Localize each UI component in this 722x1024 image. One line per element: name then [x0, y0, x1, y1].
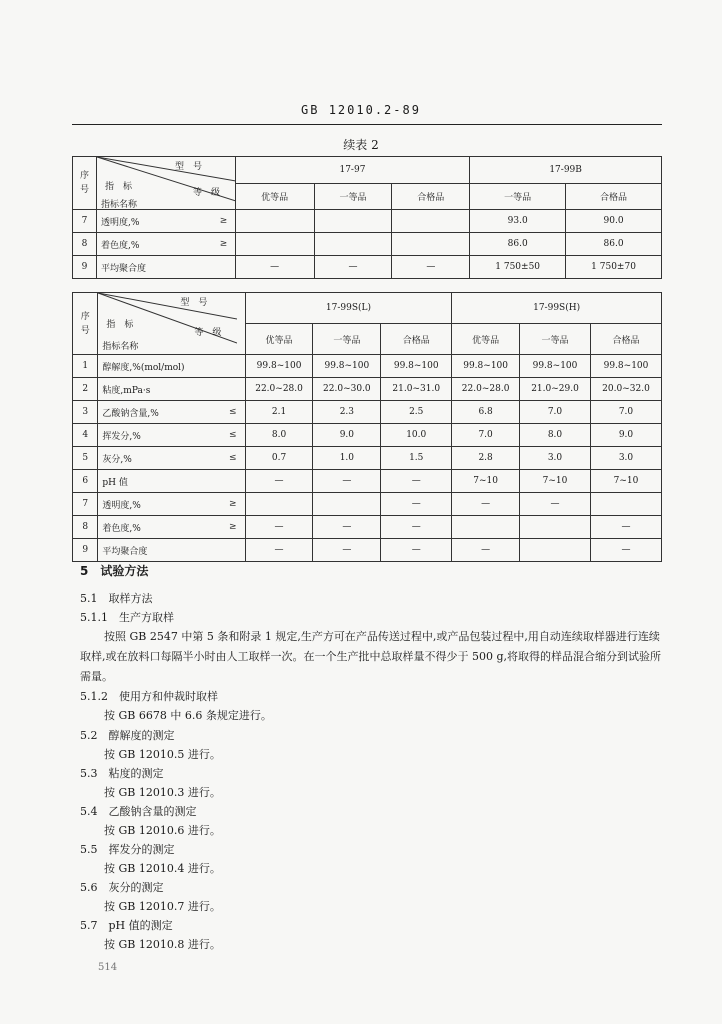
value-cell: —	[590, 516, 661, 539]
value-cell: 99.8~100	[381, 355, 452, 378]
grade-header: 合格品	[392, 183, 470, 210]
value-cell	[245, 493, 313, 516]
diagonal-header-cell	[98, 293, 245, 355]
value-cell: 2.3	[313, 401, 381, 424]
value-cell	[452, 516, 520, 539]
value-cell: 99.8~100	[245, 355, 313, 378]
table-row	[73, 447, 662, 470]
indicator-name: pH 值	[98, 470, 221, 493]
value-cell: —	[381, 470, 452, 493]
table-row	[73, 355, 662, 378]
value-cell: 99.8~100	[452, 355, 520, 378]
section-5-4-body: 按 GB 12010.6 进行。	[104, 824, 221, 837]
value-cell	[235, 210, 314, 233]
value-cell: —	[452, 539, 520, 562]
grade-label: 等 级	[194, 328, 222, 338]
indicator-name: 平均聚合度	[96, 256, 212, 279]
value-cell	[520, 539, 591, 562]
value-cell: —	[520, 493, 591, 516]
comparison-symbol: ≤	[221, 424, 245, 447]
row-number: 4	[73, 424, 98, 447]
value-cell: 8.0	[520, 424, 591, 447]
value-cell: 0.7	[245, 447, 313, 470]
grade-header: 一等品	[470, 183, 566, 210]
row-number: 2	[73, 378, 98, 401]
section-5-2-heading: 5.2 醇解度的测定	[80, 729, 175, 742]
value-cell: —	[381, 493, 452, 516]
table-row	[73, 470, 662, 493]
section-5-6-heading: 5.6 灰分的测定	[80, 881, 164, 894]
table-row	[73, 493, 662, 516]
indicator-label: 指 标	[106, 320, 134, 330]
page-number: 514	[98, 962, 118, 973]
row-number: 7	[73, 493, 98, 516]
value-cell: —	[245, 470, 313, 493]
value-cell: 2.1	[245, 401, 313, 424]
indicator-label: 指 标	[104, 182, 132, 192]
value-cell: 21.0~29.0	[520, 378, 591, 401]
value-cell: 8.0	[245, 424, 313, 447]
header-rule	[72, 124, 662, 125]
indicator-name: 醇解度,%(mol/mol)	[98, 355, 221, 378]
table-caption: 续表 2	[343, 138, 379, 152]
row-number: 7	[73, 210, 97, 233]
indicator-name: 着色度,%	[96, 233, 212, 256]
comparison-symbol: ≥	[221, 516, 245, 539]
value-cell: 7.0	[452, 424, 520, 447]
document-header: GB 12010.2-89	[301, 103, 421, 117]
grade-header: 一等品	[520, 324, 591, 355]
diagonal-header-cell	[96, 157, 235, 210]
value-cell: —	[392, 256, 470, 279]
comparison-symbol: ≥	[212, 233, 235, 256]
value-cell	[392, 233, 470, 256]
type-label: 型 号	[174, 162, 202, 172]
row-number: 6	[73, 470, 98, 493]
row-number: 8	[73, 516, 98, 539]
section-5-7-heading: 5.7 pH 值的测定	[80, 919, 173, 932]
indicator-name: 透明度,%	[96, 210, 212, 233]
comparison-symbol	[221, 355, 245, 378]
value-cell: —	[313, 539, 381, 562]
value-cell: 21.0~31.0	[381, 378, 452, 401]
grade-header: 优等品	[452, 324, 520, 355]
value-cell: 9.0	[590, 424, 661, 447]
indicator-name-label: 指标名称	[102, 342, 139, 352]
comparison-symbol: ≤	[221, 401, 245, 424]
row-number: 9	[73, 256, 97, 279]
value-cell: 86.0	[470, 233, 566, 256]
indicator-name: 乙酸钠含量,%	[98, 401, 221, 424]
indicator-name: 挥发分,%	[98, 424, 221, 447]
value-cell: 7~10	[520, 470, 591, 493]
row-number: 8	[73, 233, 97, 256]
table-row	[73, 256, 662, 279]
value-cell	[590, 493, 661, 516]
value-cell: 22.0~30.0	[313, 378, 381, 401]
value-cell: —	[245, 516, 313, 539]
section-5-1-1-body: 按照 GB 2547 中第 5 条和附录 1 规定,生产方可在产品传送过程中,或产品包装过程中,用自动连续取样器进行连续取样,或在放料口每隔半小时由人工取样一次。在一个生产批中总取样量不得少于 500 g,将取得的样品混合缩分到试验所需量。	[80, 630, 662, 683]
section-5-7-body: 按 GB 12010.8 进行。	[104, 938, 221, 951]
value-cell	[520, 516, 591, 539]
section-5-1-2-heading: 5.1.2 使用方和仲裁时取样	[80, 690, 218, 703]
value-cell: —	[381, 539, 452, 562]
table-continued-1	[72, 156, 662, 279]
row-number: 5	[73, 447, 98, 470]
value-cell: 1.0	[313, 447, 381, 470]
value-cell	[235, 233, 314, 256]
value-cell: —	[313, 470, 381, 493]
indicator-name-label: 指标名称	[100, 200, 137, 210]
grade-header: 合格品	[381, 324, 452, 355]
value-cell: —	[314, 256, 392, 279]
comparison-symbol: ≥	[212, 210, 235, 233]
model-header: 17-99S(L)	[245, 293, 452, 324]
value-cell: 2.5	[381, 401, 452, 424]
value-cell	[314, 233, 392, 256]
value-cell	[313, 493, 381, 516]
comparison-symbol	[221, 470, 245, 493]
section-5-3-body: 按 GB 12010.3 进行。	[104, 786, 221, 799]
indicator-name: 粘度,mPa·s	[98, 378, 221, 401]
value-cell: —	[381, 516, 452, 539]
section-5-3-heading: 5.3 粘度的测定	[80, 767, 164, 780]
table-row	[73, 539, 662, 562]
value-cell	[314, 210, 392, 233]
row-number: 3	[73, 401, 98, 424]
value-cell: 1.5	[381, 447, 452, 470]
grade-header: 合格品	[566, 183, 662, 210]
value-cell: 7.0	[590, 401, 661, 424]
value-cell: 22.0~28.0	[452, 378, 520, 401]
table-row	[73, 424, 662, 447]
value-cell: 99.8~100	[590, 355, 661, 378]
value-cell: 7~10	[452, 470, 520, 493]
model-header: 17-99S(H)	[452, 293, 662, 324]
section-5-1-2-body: 按 GB 6678 中 6.6 条规定进行。	[104, 709, 272, 722]
table-row	[73, 233, 662, 256]
table-row	[73, 516, 662, 539]
section-5-5-heading: 5.5 挥发分的测定	[80, 843, 175, 856]
section-5-2-body: 按 GB 12010.5 进行。	[104, 748, 221, 761]
model-header: 17-99B	[470, 157, 662, 184]
row-number: 1	[73, 355, 98, 378]
grade-header: 优等品	[235, 183, 314, 210]
indicator-name: 平均聚合度	[98, 539, 221, 562]
comparison-symbol: ≥	[221, 493, 245, 516]
model-header: 17-97	[235, 157, 470, 184]
value-cell: 9.0	[313, 424, 381, 447]
section-5-heading: 5 试验方法	[80, 564, 149, 578]
value-cell: 1 750±50	[470, 256, 566, 279]
value-cell: 3.0	[520, 447, 591, 470]
value-cell: 2.8	[452, 447, 520, 470]
grade-header: 合格品	[590, 324, 661, 355]
value-cell: 3.0	[590, 447, 661, 470]
value-cell: 6.8	[452, 401, 520, 424]
table-continued-2	[72, 292, 662, 562]
comparison-symbol: ≤	[221, 447, 245, 470]
value-cell: —	[590, 539, 661, 562]
value-cell: —	[452, 493, 520, 516]
comparison-symbol	[221, 378, 245, 401]
section-5-6-body: 按 GB 12010.7 进行。	[104, 900, 221, 913]
value-cell: 10.0	[381, 424, 452, 447]
value-cell: 99.8~100	[520, 355, 591, 378]
seq-header: 序 号	[73, 293, 98, 355]
table-row	[73, 378, 662, 401]
indicator-name: 着色度,%	[98, 516, 221, 539]
grade-header: 优等品	[245, 324, 313, 355]
value-cell: 93.0	[470, 210, 566, 233]
row-number: 9	[73, 539, 98, 562]
value-cell: 7~10	[590, 470, 661, 493]
value-cell	[392, 210, 470, 233]
indicator-name: 透明度,%	[98, 493, 221, 516]
value-cell: —	[313, 516, 381, 539]
section-5-1-1-heading: 5.1.1 生产方取样	[80, 611, 174, 624]
value-cell: 99.8~100	[313, 355, 381, 378]
value-cell: 22.0~28.0	[245, 378, 313, 401]
section-5-4-heading: 5.4 乙酸钠含量的测定	[80, 805, 197, 818]
table-row	[73, 401, 662, 424]
value-cell: 90.0	[566, 210, 662, 233]
grade-header: 一等品	[313, 324, 381, 355]
value-cell: —	[235, 256, 314, 279]
section-5-5-body: 按 GB 12010.4 进行。	[104, 862, 221, 875]
indicator-name: 灰分,%	[98, 447, 221, 470]
comparison-symbol	[212, 256, 235, 279]
section-5-1-heading: 5.1 取样方法	[80, 592, 153, 605]
value-cell: 86.0	[566, 233, 662, 256]
comparison-symbol	[221, 539, 245, 562]
value-cell: 1 750±70	[566, 256, 662, 279]
value-cell: 7.0	[520, 401, 591, 424]
grade-label: 等 级	[192, 188, 220, 198]
value-cell: —	[245, 539, 313, 562]
value-cell: 20.0~32.0	[590, 378, 661, 401]
grade-header: 一等品	[314, 183, 392, 210]
type-label: 型 号	[180, 298, 208, 308]
seq-header: 序 号	[73, 157, 97, 210]
table-row	[73, 210, 662, 233]
